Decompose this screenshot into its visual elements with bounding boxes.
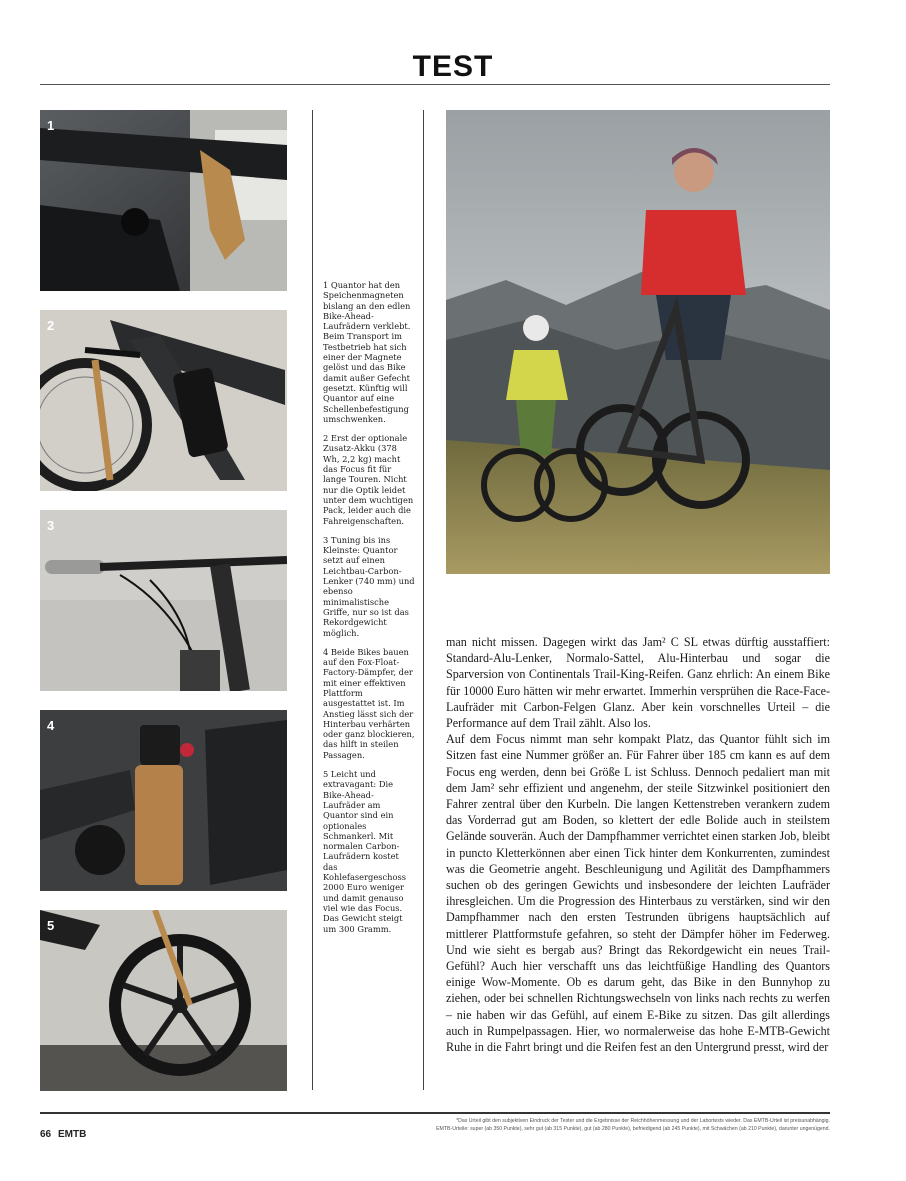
photo-5-number: 5 — [47, 918, 55, 933]
caption-5: 5 Leicht und extravagant: Die Bike-Ahead-Laufräder am Quantor sind ein optionales Schmankerl. Mit normalen Carbon-Laufrädern kostet das Kohlefasergeschoss 2000 Euro weniger und damit genauso viel wie das Focus. Das Gewicht steigt um 300 Gramm. — [323, 769, 407, 934]
caption-3: 3 Tuning bis ins Kleinste: Quantor setzt auf einen Leichtbau-Carbon-Lenker (740 mm) und ebenso minimalistische Griffe, nur so ist das Rekordgewicht möglich. — [323, 534, 415, 638]
footer-divider — [40, 1112, 830, 1114]
photo-3 — [40, 510, 287, 691]
photo-1 — [40, 110, 287, 291]
photo-5 — [40, 910, 287, 1091]
article-paragraph-2: Auf dem Focus nimmt man sehr kompakt Platz, das Quantor fühlt sich im Sitzen fast eine Nummer größer an. Für Fahrer über 185 cm kann es auf dem Focus eng werden, denn bei Größe L ist Schluss. Dennoch pedaliert man mit dem Jam² sehr effizient und angenehm, der steile Sitzwinkel positioniert den Fahrer zentral über den Kurbeln. Die langen Kettenstreben verankern zudem das Vorderrad gut am Boden, so klettert der edle Bolide auch in steilstem Gelände souverän. Auch der Dampfhammer verrichtet einen starken Job, bleibt in puncto Kletterkönnen aber einen Tick hinter dem Konkurrenten, zumindest was die Geometrie angeht. Beschleunigung und Agilität des Dampfhammers suchen ob des geringen Gewichts und insbesondere der leichten Laufräder ihresgleichen. Um die Progression des Hinterbaus zu verstärken, sind wir den Dampfhammer nach den ersten Testrunden übrigens hauptsächlich auf mittlerer Plattformstufe gefahren, so steht der Dämpfer höher im Federweg. Und wie sieht es bergab aus? Bringt das Rekordgewicht ein neues Trail-Gefühl? Auch hier verschafft uns das leichtfüßige Handling des Quantors einige Wow-Momente. Ob es darum geht, das Bike in den Bunnyhop zu ziehen, oder bei schnellen Richtungswechseln von links nach rechts zu werfen – nie haben wir das Gefühl, auf einem E-Bike zu sitzen. Das gilt allerdings auch in Rumpelpassagen. Hier, wo normalerweise das hohe E-MTB-Gewicht Ruhe in die Fahrt bringt und die Reifen fest an den Untergrund presst, wird der — [446, 732, 830, 1055]
caption-1: 1 Quantor hat den Speichenmagneten bislang an den edlen Bike-Ahead-Laufrädern verklebt. Beim Transport im Testbetrieb hat sich einer der Magnete gelöst und das Bike damit außer Gefecht gesetzt. Künftig will Quantor auf eine Schellenbefestigung umschwenken. — [323, 280, 411, 424]
photo-3-image — [40, 510, 287, 691]
article-body — [446, 634, 830, 1055]
column-divider-right — [423, 110, 424, 1090]
photo-5-image — [40, 910, 287, 1091]
hero-photo-image — [446, 110, 830, 574]
photo-captions — [323, 280, 415, 943]
footnote-line-2: EMTB-Urteile: super (ab 350 Punkte), sehr gut (ab 315 Punkte), gut (ab 280 Punkte), befriedigend (ab 245 Punkte), mit Schwächen (ab 210 Punkte), darunter ungenügend. — [436, 1126, 830, 1132]
page-section-title: TEST — [412, 50, 494, 83]
photo-4-number: 4 — [47, 718, 55, 733]
photo-2 — [40, 310, 287, 491]
header-divider — [40, 84, 830, 85]
page-number: 66 — [40, 1129, 52, 1140]
rating-footnote — [390, 1117, 830, 1133]
photo-1-number: 1 — [47, 118, 55, 133]
magazine-name: EMTB — [58, 1129, 87, 1140]
photo-3-number: 3 — [47, 518, 55, 533]
photo-4 — [40, 710, 287, 891]
photo-4-image — [40, 710, 287, 891]
photo-2-image — [40, 310, 287, 491]
hero-photo — [446, 110, 830, 574]
footnote-line-1: *Das Urteil gibt den subjektiven Eindruck der Tester und die Ergebnisse der Reichhöhenmessung und der Labortests wieder. Das EMTB-Urteil ist preisunabhängig. — [456, 1118, 830, 1124]
caption-2: 2 Erst der optionale Zusatz-Akku (378 Wh, 2,2 kg) macht das Focus fit für lange Touren. Nicht nur die Optik leidet unter dem wuchtigen Pack, leider auch die Fahreigenschaften. — [323, 433, 414, 526]
photo-2-number: 2 — [47, 318, 55, 333]
caption-4: 4 Beide Bikes bauen auf den Fox-Float-Factory-Dämpfer, der mit einer effektiven Plattform ausgestattet ist. Im Anstieg lässt sich der Hinterbau verhärten oder ganz blockieren, das hilft in steilen Passagen. — [323, 646, 415, 760]
article-paragraph-1: man nicht missen. Dagegen wirkt das Jam² C SL etwas dürftig ausstaffiert: Standard-Alu-Lenker, Normalo-Sattel, Alu-Hinterbau und sogar die Sparversion von Continentals Trail-King-Reifen. Ganz ehrlich: An einem Bike für 10000 Euro hätten wir mehr erwartet. Immerhin versprühen die Race-Face-Laufräder mit Carbon-Felgen Glanz. Aber kein vorschnelles Urteil – die Performance auf dem Trail zählt. Also los. — [446, 635, 830, 731]
column-divider-left — [312, 110, 313, 1090]
photo-1-image — [40, 110, 287, 291]
